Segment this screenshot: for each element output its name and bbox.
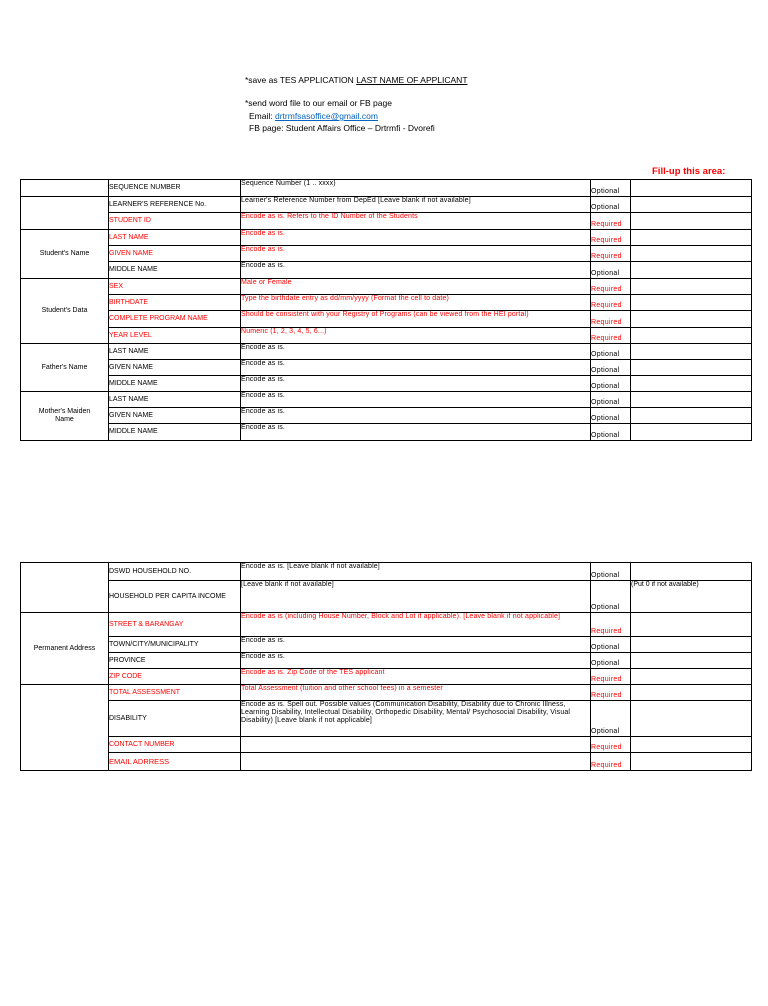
email-link[interactable]: drtrmfsasoffice@gmail.com xyxy=(274,111,378,121)
row-street-barangay xyxy=(21,613,752,637)
field-status: Optional xyxy=(591,424,631,441)
field-status: Optional xyxy=(591,392,631,408)
field-label: ZIP CODE xyxy=(109,669,241,685)
field-input-cell xyxy=(631,408,752,424)
field-label: EMAIL ADRRESS xyxy=(109,753,241,771)
field-label: MIDDLE NAME xyxy=(109,262,241,279)
row-father-middle-name xyxy=(21,376,752,392)
household-info-table xyxy=(20,562,752,771)
field-status: Required xyxy=(591,230,631,246)
field-label: GIVEN NAME xyxy=(109,360,241,376)
field-input-cell xyxy=(631,360,752,376)
field-label: LAST NAME xyxy=(109,230,241,246)
field-label: YEAR LEVEL xyxy=(109,328,241,344)
fb-page-line: FB page: Student Affairs Office – Drtrmfi - Dvorefi xyxy=(249,123,435,133)
field-input-cell xyxy=(631,424,752,441)
field-input-cell xyxy=(631,197,752,213)
field-label: DSWD HOUSEHOLD NO. xyxy=(109,563,241,581)
row-father-given-name xyxy=(21,360,752,376)
row-zip-code xyxy=(21,669,752,685)
field-description: Numeric (1, 2, 3, 4, 5, 6...) xyxy=(241,328,591,344)
field-status: Optional xyxy=(591,262,631,279)
field-label: COMPLETE PROGRAM NAME xyxy=(109,311,241,328)
field-input-cell xyxy=(631,637,752,653)
field-status: Required xyxy=(591,328,631,344)
row-town-city-municipality xyxy=(21,637,752,653)
group-cell-empty xyxy=(21,685,109,771)
field-description: Male or Female xyxy=(241,279,591,295)
row-student-given-name xyxy=(21,246,752,262)
field-description: Sequence Number (1 .. xxxx) xyxy=(241,180,591,197)
field-description: Encode as is. xyxy=(241,230,591,246)
student-info-table xyxy=(20,179,752,441)
group-cell-empty xyxy=(21,197,109,230)
field-input-cell xyxy=(631,262,752,279)
field-status: Optional xyxy=(591,408,631,424)
field-label: LEARNER'S REFERENCE No. xyxy=(109,197,241,213)
field-description: Learner's Reference Number from DepEd [Leave blank if not available] xyxy=(241,197,591,213)
field-status: Required xyxy=(591,213,631,230)
row-complete-program-name xyxy=(21,311,752,328)
field-input-cell xyxy=(631,344,752,360)
field-status: Required xyxy=(591,737,631,753)
row-mother-last-name xyxy=(21,392,752,408)
row-province xyxy=(21,653,752,669)
field-input-cell xyxy=(631,753,752,771)
field-description: Encode as is. xyxy=(241,262,591,279)
field-status: Optional xyxy=(591,360,631,376)
field-input-cell xyxy=(631,295,752,311)
field-label: CONTACT NUMBER xyxy=(109,737,241,753)
field-description-empty xyxy=(241,753,591,771)
field-label: MIDDLE NAME xyxy=(109,376,241,392)
group-cell-empty xyxy=(21,563,109,613)
field-status: Optional xyxy=(591,180,631,197)
field-input-cell xyxy=(631,669,752,685)
field-status: Optional xyxy=(591,376,631,392)
field-label: GIVEN NAME xyxy=(109,408,241,424)
field-description: Encode as is. xyxy=(241,408,591,424)
field-input-cell xyxy=(631,563,752,581)
row-student-id xyxy=(21,213,752,230)
row-student-middle-name xyxy=(21,262,752,279)
row-birthdate xyxy=(21,295,752,311)
field-input-cell xyxy=(631,328,752,344)
field-input-note: (Put 0 if not available) xyxy=(631,581,752,613)
field-label: TOWN/CITY/MUNICIPALITY xyxy=(109,637,241,653)
field-label: TOTAL ASSESSMENT xyxy=(109,685,241,701)
field-status: Optional xyxy=(591,637,631,653)
save-instruction-prefix: *save as TES APPLICATION xyxy=(245,75,357,85)
row-email-address xyxy=(21,753,752,771)
field-status: Required xyxy=(591,246,631,262)
field-label: LAST NAME xyxy=(109,392,241,408)
group-students-data: Student's Data xyxy=(21,279,109,344)
field-description: Encode as is. xyxy=(241,376,591,392)
group-mothers-maiden-name: Mother's Maiden Name xyxy=(21,392,109,441)
field-input-cell xyxy=(631,213,752,230)
send-instruction: *send word file to our email or FB page xyxy=(245,98,392,108)
row-disability xyxy=(21,701,752,737)
field-description: Encode as is. Zip Code of the TES applicant xyxy=(241,669,591,685)
field-status: Optional xyxy=(591,344,631,360)
field-input-cell xyxy=(631,737,752,753)
field-input-cell xyxy=(631,392,752,408)
field-label: HOUSEHOLD PER CAPITA INCOME xyxy=(109,581,241,613)
field-description: Encode as is. xyxy=(241,392,591,408)
group-fathers-name: Father's Name xyxy=(21,344,109,392)
field-label: SEQUENCE NUMBER xyxy=(109,180,241,197)
row-learners-reference xyxy=(21,197,752,213)
field-description-empty xyxy=(241,737,591,753)
field-description: Encode as is. Spell out. Possible values (Communication Disability, Disability due to Chronic Illness, Learning Disability, Intellectual Disability, Orthopedic Disability, Mental/ Psychosocial Disability, Visual Disability) [Leave blank if not applicable] xyxy=(241,701,591,737)
field-input-cell xyxy=(631,376,752,392)
field-input-cell xyxy=(631,701,752,737)
field-status: Required xyxy=(591,295,631,311)
save-instruction-underlined: LAST NAME OF APPLICANT xyxy=(356,75,468,85)
field-description: [Leave blank if not available] xyxy=(241,581,591,613)
row-total-assessment xyxy=(21,685,752,701)
row-dswd-household-no xyxy=(21,563,752,581)
field-label: STUDENT ID xyxy=(109,213,241,230)
group-students-name: Student's Name xyxy=(21,230,109,279)
row-sex xyxy=(21,279,752,295)
field-input-cell xyxy=(631,230,752,246)
field-description: Encode as is (including House Number, Block and Lot if applicable). [Leave blank if not applicable] xyxy=(241,613,591,637)
field-status: Required xyxy=(591,311,631,328)
field-status: Optional xyxy=(591,701,631,737)
field-label: DISABILITY xyxy=(109,701,241,737)
field-status: Optional xyxy=(591,563,631,581)
row-household-per-capita-income xyxy=(21,581,752,613)
field-description: Should be consistent with your Registry of Programs (can be viewed from the HEI portal) xyxy=(241,311,591,328)
field-status: Required xyxy=(591,669,631,685)
field-description: Type the birthdate entry as dd/mm/yyyy (Format the cell to date) xyxy=(241,295,591,311)
field-description: Encode as is. xyxy=(241,653,591,669)
field-input-cell xyxy=(631,279,752,295)
field-input-cell xyxy=(631,180,752,197)
field-status: Required xyxy=(591,753,631,771)
fill-up-label: Fill-up this area: xyxy=(652,166,726,177)
row-contact-number xyxy=(21,737,752,753)
field-input-cell xyxy=(631,685,752,701)
field-description: Encode as is. xyxy=(241,344,591,360)
row-mother-given-name xyxy=(21,408,752,424)
field-input-cell xyxy=(631,246,752,262)
field-label: MIDDLE NAME xyxy=(109,424,241,441)
save-instruction xyxy=(245,75,468,85)
field-input-cell xyxy=(631,653,752,669)
field-label: STREET & BARANGAY xyxy=(109,613,241,637)
row-father-last-name xyxy=(21,344,752,360)
field-description: Encode as is. xyxy=(241,424,591,441)
field-description: Encode as is. xyxy=(241,360,591,376)
field-label: SEX xyxy=(109,279,241,295)
field-status: Optional xyxy=(591,581,631,613)
row-year-level xyxy=(21,328,752,344)
field-description: Encode as is. [Leave blank if not available] xyxy=(241,563,591,581)
field-label: LAST NAME xyxy=(109,344,241,360)
field-description: Encode as is. Refers to the ID Number of the Students xyxy=(241,213,591,230)
field-status: Optional xyxy=(591,197,631,213)
field-status: Optional xyxy=(591,653,631,669)
email-line xyxy=(249,111,378,121)
field-description: Total Assessment (tuition and other school fees) in a semester xyxy=(241,685,591,701)
email-label: Email: xyxy=(249,111,275,121)
field-description: Encode as is. xyxy=(241,637,591,653)
field-input-cell xyxy=(631,311,752,328)
field-status: Required xyxy=(591,685,631,701)
field-input-cell xyxy=(631,613,752,637)
group-permanent-address: Permanent Address xyxy=(21,613,109,685)
group-cell-empty xyxy=(21,180,109,197)
field-description: Encode as is. xyxy=(241,246,591,262)
field-label: BIRTHDATE xyxy=(109,295,241,311)
field-status: Required xyxy=(591,279,631,295)
row-sequence-number xyxy=(21,180,752,197)
field-status: Required xyxy=(591,613,631,637)
field-label: GIVEN NAME xyxy=(109,246,241,262)
row-mother-middle-name xyxy=(21,424,752,441)
row-student-last-name xyxy=(21,230,752,246)
field-label: PROVINCE xyxy=(109,653,241,669)
